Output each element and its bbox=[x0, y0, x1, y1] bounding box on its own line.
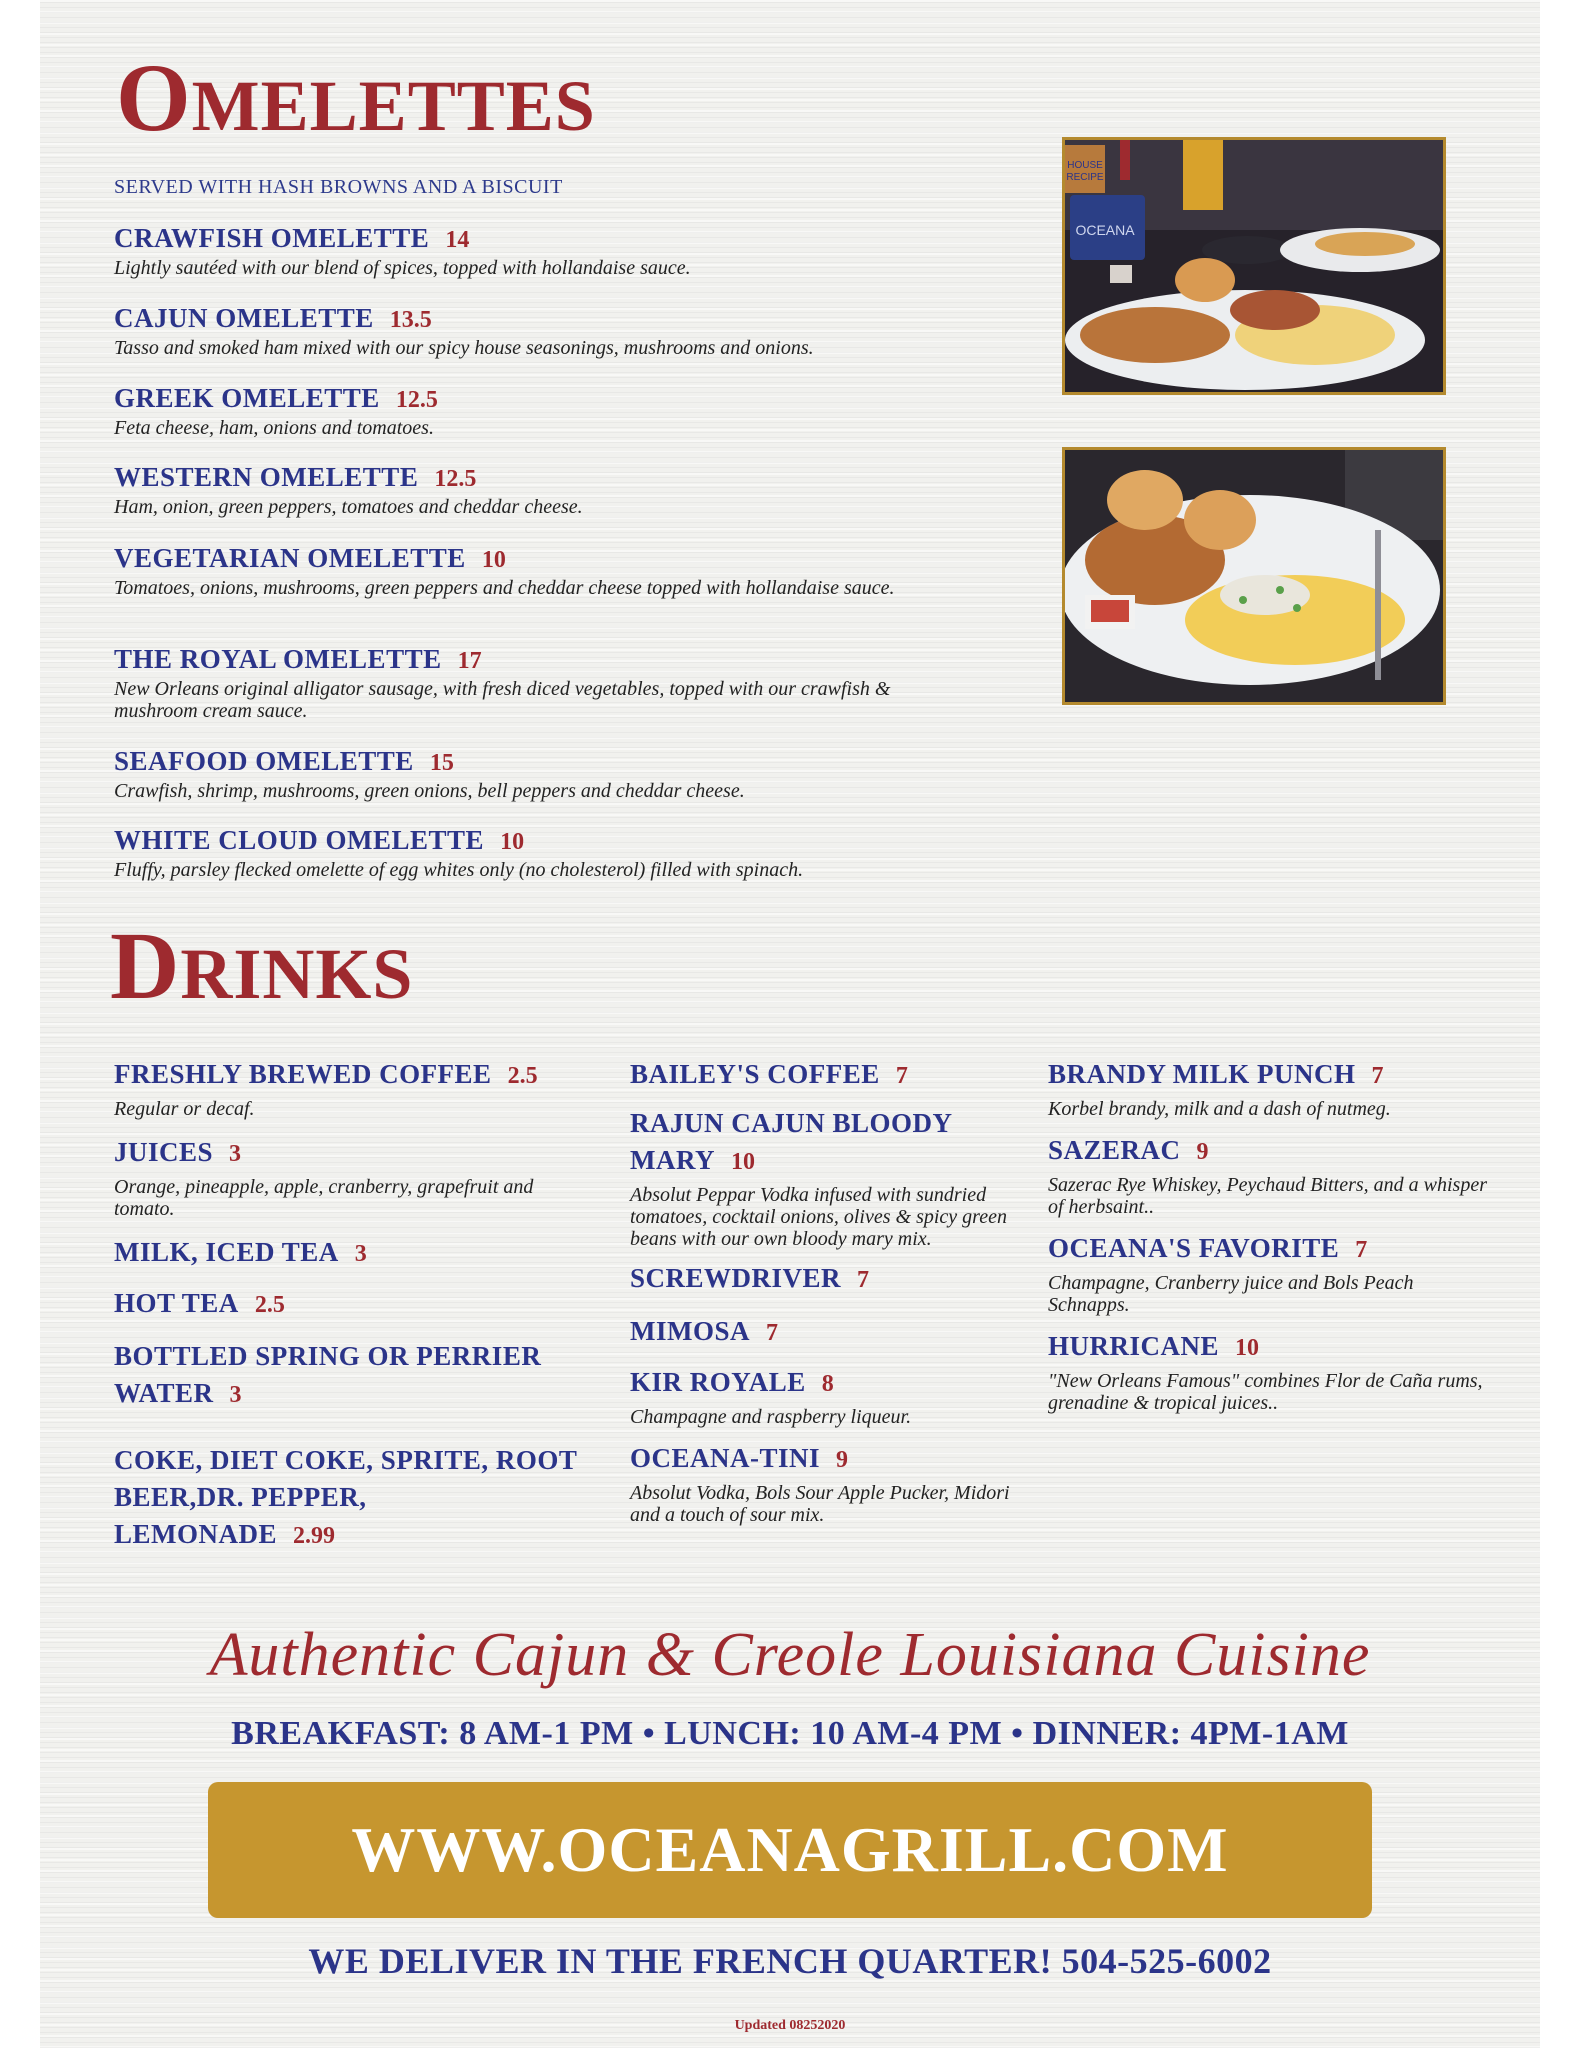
drink-item bbox=[630, 1366, 1010, 1428]
drink-item bbox=[1048, 1330, 1488, 1414]
drink-item-head bbox=[630, 1315, 1010, 1352]
drink-name: SCREWDRIVER bbox=[630, 1263, 842, 1293]
drink-item-head bbox=[630, 1366, 1010, 1403]
tagline: Authentic Cajun & Creole Louisiana Cuisine bbox=[209, 1621, 1371, 1689]
drink-description: Champagne and raspberry liqueur. bbox=[630, 1406, 912, 1428]
drink-item-head bbox=[114, 1136, 584, 1173]
food-photo-top bbox=[1062, 137, 1446, 395]
drink-name: HURRICANE bbox=[1048, 1331, 1220, 1361]
omelettes-title-rest: MELETTES bbox=[191, 66, 596, 146]
drink-price: 3 bbox=[354, 1241, 367, 1267]
omelette-description: Lightly sautéed with our blend of spices, topped with hollandaise sauce. bbox=[114, 256, 691, 279]
drink-item bbox=[630, 1107, 1010, 1250]
omelette-item bbox=[114, 826, 974, 881]
omelette-item bbox=[114, 544, 974, 599]
drink-description: Champagne, Cranberry juice and Bols Peach Schnapps. bbox=[1048, 1272, 1414, 1316]
omelette-item-head bbox=[114, 747, 974, 777]
omelette-item-head bbox=[114, 304, 974, 334]
drink-price: 3 bbox=[229, 1382, 242, 1408]
omelette-item bbox=[114, 747, 974, 802]
omelette-name: SEAFOOD OMELETTE bbox=[114, 746, 414, 776]
drink-description: Sazerac Rye Whiskey, Peychaud Bitters, and a whisper of herbsaint.. bbox=[1048, 1174, 1487, 1218]
drink-item-head bbox=[630, 1107, 1010, 1181]
drink-item bbox=[114, 1287, 584, 1324]
drink-item bbox=[114, 1444, 584, 1555]
omelette-description: Crawfish, shrimp, mushrooms, green onions, bell peppers and cheddar cheese. bbox=[114, 779, 745, 802]
drink-name: BOTTLED SPRING OR PERRIER WATER bbox=[114, 1341, 542, 1408]
delivery-line: WE DELIVER IN THE FRENCH QUARTER! 504-525-6002 bbox=[308, 1941, 1272, 1981]
drink-name: MILK, ICED TEA bbox=[114, 1237, 339, 1267]
drinks-column-3 bbox=[1048, 1058, 1488, 1414]
drink-price: 7 bbox=[895, 1063, 908, 1089]
omelette-price: 15 bbox=[429, 750, 454, 776]
drink-price: 9 bbox=[1196, 1139, 1209, 1165]
drink-item-head bbox=[1048, 1058, 1488, 1095]
drink-item-head bbox=[114, 1236, 584, 1273]
drink-item-head bbox=[630, 1262, 1010, 1299]
drink-item bbox=[1048, 1058, 1488, 1120]
drink-item-head bbox=[630, 1058, 1010, 1095]
omelette-description: New Orleans original alligator sausage, with fresh diced vegetables, topped with our crawfish & mushroom cream sauce. bbox=[114, 677, 891, 722]
drink-price: 10 bbox=[1235, 1335, 1260, 1361]
drink-name: RAJUN CAJUN BLOODY MARY bbox=[630, 1108, 952, 1175]
drink-item-head bbox=[1048, 1134, 1488, 1171]
drink-name: JUICES bbox=[114, 1137, 214, 1167]
food-photo-bottom bbox=[1062, 447, 1446, 705]
omelette-item-head bbox=[114, 384, 974, 414]
drink-item bbox=[630, 1058, 1010, 1095]
drinks-title-rest: RINKS bbox=[180, 934, 414, 1014]
drink-item bbox=[630, 1442, 1010, 1526]
drink-description: Regular or decaf. bbox=[114, 1098, 255, 1120]
omelette-item-head bbox=[114, 826, 974, 856]
drink-name: HOT TEA bbox=[114, 1288, 239, 1318]
drink-name: KIR ROYALE bbox=[630, 1367, 806, 1397]
omelette-name: GREEK OMELETTE bbox=[114, 383, 380, 413]
website-link[interactable]: WWW.OCEANAGRILL.COM bbox=[351, 1814, 1229, 1885]
omelette-name: THE ROYAL OMELETTE bbox=[114, 644, 442, 674]
omelette-item-head bbox=[114, 463, 974, 493]
drink-item-head bbox=[630, 1442, 1010, 1479]
drink-item bbox=[630, 1262, 1010, 1299]
drink-price: 8 bbox=[821, 1371, 834, 1397]
drinks-column-1 bbox=[114, 1058, 584, 1555]
omelettes-subtitle: SERVED WITH HASH BROWNS AND A BISCUIT bbox=[114, 176, 563, 198]
drink-item-head bbox=[114, 1340, 584, 1414]
omelette-price: 12.5 bbox=[434, 466, 477, 492]
omelette-item bbox=[114, 463, 974, 518]
food-photo-bottom-image bbox=[1065, 450, 1443, 702]
drink-item-head bbox=[114, 1058, 584, 1095]
drink-name: OCEANA-TINI bbox=[630, 1443, 821, 1473]
omelette-name: CRAWFISH OMELETTE bbox=[114, 223, 430, 253]
drinks-title bbox=[110, 910, 413, 1021]
drink-price: 2.5 bbox=[507, 1063, 538, 1089]
drink-item-head bbox=[114, 1287, 584, 1324]
drink-price: 7 bbox=[857, 1267, 870, 1293]
omelette-description: Tasso and smoked ham mixed with our spicy house seasonings, mushrooms and onions. bbox=[114, 336, 814, 359]
drink-price: 2.5 bbox=[254, 1292, 285, 1318]
photo-sign-oceana-text: OCEANA bbox=[1075, 222, 1135, 238]
drink-name: MIMOSA bbox=[630, 1316, 750, 1346]
drink-price: 10 bbox=[731, 1149, 756, 1175]
drink-item bbox=[630, 1315, 1010, 1352]
drink-item-head bbox=[1048, 1232, 1488, 1269]
drink-item bbox=[114, 1236, 584, 1273]
omelette-item-head bbox=[114, 544, 974, 574]
drink-price: 7 bbox=[1371, 1063, 1384, 1089]
omelette-name: CAJUN OMELETTE bbox=[114, 303, 374, 333]
omelette-name: WESTERN OMELETTE bbox=[114, 462, 419, 492]
drink-description: Orange, pineapple, apple, cranberry, grapefruit and tomato. bbox=[114, 1176, 534, 1220]
drink-item bbox=[114, 1340, 584, 1414]
drink-price: 3 bbox=[229, 1141, 242, 1167]
omelette-item bbox=[114, 384, 974, 439]
omelette-price: 13.5 bbox=[389, 307, 432, 333]
omelette-item bbox=[114, 645, 974, 722]
drink-description: "New Orleans Famous" combines Flor de Caña rums, grenadine & tropical juices.. bbox=[1048, 1370, 1483, 1414]
drink-description: Absolut Peppar Vodka infused with sundried tomatoes, cocktail onions, olives & spicy green beans with our own bloody mary mix. bbox=[630, 1184, 1007, 1250]
drink-item bbox=[1048, 1134, 1488, 1218]
omelette-description: Fluffy, parsley flecked omelette of egg whites only (no cholesterol) filled with spinach. bbox=[114, 858, 804, 881]
omelette-price: 14 bbox=[445, 227, 470, 253]
omelette-price: 10 bbox=[481, 547, 506, 573]
drink-price: 9 bbox=[836, 1447, 849, 1473]
drink-item-head bbox=[114, 1444, 584, 1555]
omelette-price: 12.5 bbox=[395, 387, 438, 413]
hours-line: BREAKFAST: 8 AM-1 PM • LUNCH: 10 AM-4 PM • DINNER: 4PM-1AM bbox=[231, 1715, 1349, 1752]
food-photo-top-image bbox=[1065, 140, 1443, 392]
drink-item bbox=[114, 1136, 584, 1220]
drink-price: 2.99 bbox=[293, 1523, 336, 1549]
drink-name: FRESHLY BREWED COFFEE bbox=[114, 1059, 492, 1089]
drink-name: SAZERAC bbox=[1048, 1135, 1181, 1165]
omelette-price: 10 bbox=[500, 829, 525, 855]
drink-item bbox=[114, 1058, 584, 1120]
omelette-name: VEGETARIAN OMELETTE bbox=[114, 543, 466, 573]
drink-item-head bbox=[1048, 1330, 1488, 1367]
omelette-description: Tomatoes, onions, mushrooms, green peppers and cheddar cheese topped with hollandaise sauce. bbox=[114, 576, 895, 599]
omelette-name: WHITE CLOUD OMELETTE bbox=[114, 825, 485, 855]
drink-description: Absolut Vodka, Bols Sour Apple Pucker, Midori and a touch of sour mix. bbox=[630, 1482, 1010, 1526]
omelette-price: 17 bbox=[457, 648, 482, 674]
drink-name: OCEANA'S FAVORITE bbox=[1048, 1233, 1340, 1263]
updated-date: Updated 08252020 bbox=[734, 2018, 846, 2033]
photo-sign-house-text: HOUSE bbox=[1067, 160, 1103, 171]
drink-name: BRANDY MILK PUNCH bbox=[1048, 1059, 1356, 1089]
drink-description: Korbel brandy, milk and a dash of nutmeg. bbox=[1048, 1098, 1391, 1120]
drinks-title-initial: D bbox=[110, 912, 181, 1019]
omelette-description: Feta cheese, ham, onions and tomatoes. bbox=[114, 416, 434, 439]
omelette-item-head bbox=[114, 224, 974, 254]
omelettes-title bbox=[116, 42, 596, 153]
website-banner[interactable] bbox=[208, 1782, 1372, 1918]
omelette-item-head bbox=[114, 645, 974, 675]
omelette-item bbox=[114, 304, 974, 359]
omelette-description: Ham, onion, green peppers, tomatoes and cheddar cheese. bbox=[114, 495, 583, 518]
omelettes-title-initial: O bbox=[116, 44, 192, 151]
photo-sign-recipe-text: RECIPE bbox=[1066, 172, 1104, 183]
drink-name: BAILEY'S COFFEE bbox=[630, 1059, 880, 1089]
drinks-column-2 bbox=[630, 1058, 1010, 1526]
drink-name: COKE, DIET COKE, SPRITE, ROOT BEER,DR. PEPPER, LEMONADE bbox=[114, 1445, 577, 1549]
drink-price: 7 bbox=[1355, 1237, 1368, 1263]
omelette-item bbox=[114, 224, 974, 279]
drink-item bbox=[1048, 1232, 1488, 1316]
drink-price: 7 bbox=[766, 1320, 778, 1346]
menu-page bbox=[40, 0, 1540, 2048]
